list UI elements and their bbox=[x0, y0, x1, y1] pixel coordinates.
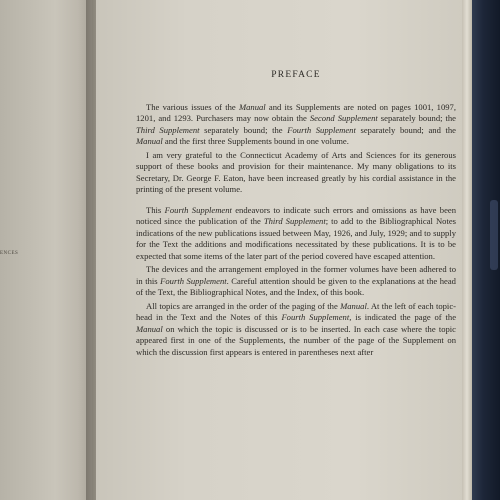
paragraph-text: The various issues of the bbox=[146, 101, 239, 112]
paragraph-text: ; to add to the Bibliographical Notes indications of the new publications issued between May, 1926, and July, 1929; and to supply for the Text the additions and modifications necessitated by these publications. It is to be expected that some items of the later part of the period covered have escaped attention. bbox=[136, 216, 456, 261]
italic-title: Manual bbox=[136, 136, 163, 146]
paragraph-text: All topics are arranged in the order of the paging of the bbox=[146, 300, 341, 311]
italic-title: Fourth Supplement bbox=[160, 275, 227, 286]
paragraph-text: . At the left of each topic-head in the Text and the Notes of this bbox=[136, 300, 456, 322]
paragraph-text: separately bound; the bbox=[199, 124, 288, 135]
italic-title: Fourth Supplement bbox=[164, 204, 232, 215]
paragraph-text: The devices and the arrangement employed in the former volumes have been adhered to in this bbox=[136, 264, 456, 286]
italic-title: Manual bbox=[340, 300, 367, 311]
italic-title: Manual bbox=[136, 323, 163, 334]
paragraph-text: on which the topic is discussed or is to be inserted. In each case where the topic appeared first in one of the Supplements, the number of the page of the Supplement on which the discussion first appears is entered in parentheses next after bbox=[136, 323, 456, 357]
paragraph-gap bbox=[136, 198, 456, 205]
preface-paragraph bbox=[136, 102, 456, 148]
paragraph-text: , is indicated the page of the bbox=[349, 312, 457, 322]
paragraph-text: This bbox=[146, 204, 165, 215]
italic-title: Second Supplement bbox=[309, 113, 378, 123]
paragraph-text: and its Supplements are noted on pages 1001, 1097, 1201, and 1293. Purchasers may now obtain the bbox=[136, 101, 456, 123]
left-page bbox=[0, 0, 92, 500]
preface-paragraph bbox=[136, 264, 456, 299]
italic-title: Fourth Supplement bbox=[281, 312, 350, 322]
paragraph-text: and the first three Supplements bound in one volume. bbox=[162, 136, 349, 146]
preface-paragraphs bbox=[136, 102, 456, 359]
italic-title: Fourth Supplement bbox=[287, 124, 356, 135]
italic-title: Third Supplement bbox=[136, 124, 200, 135]
italic-title: Manual bbox=[238, 101, 266, 112]
preface-heading: PREFACE bbox=[271, 70, 321, 80]
preface-paragraph bbox=[136, 150, 456, 196]
paragraph-text: separately bound; and the bbox=[355, 124, 456, 135]
cover-highlight bbox=[490, 200, 498, 270]
italic-title: Third Supplement bbox=[263, 216, 326, 226]
paragraph-text: endeavors to indicate such errors and omissions as have been noticed since the publication of the bbox=[136, 204, 456, 226]
page-edges bbox=[462, 0, 472, 500]
preface-paragraph bbox=[136, 301, 456, 359]
left-page-snippet: ENCES bbox=[0, 251, 19, 256]
preface-text bbox=[136, 70, 456, 360]
preface-paragraph bbox=[136, 205, 456, 263]
paragraph-text: separately bound; the bbox=[377, 113, 456, 123]
paragraph-text: I am very grateful to the Connecticut Academy of Arts and Sciences for its generous support of these books and provision for their maintenance. My many obligations to its Secretary, Dr. George F. Eaton, have been increased greatly by his cordial assistance in the printing of the present volume. bbox=[136, 149, 456, 194]
paragraph-text: . Careful attention should be given to the explanations at the head of the Text, the Bibliographical Notes, and the Index, of this book. bbox=[136, 275, 456, 297]
